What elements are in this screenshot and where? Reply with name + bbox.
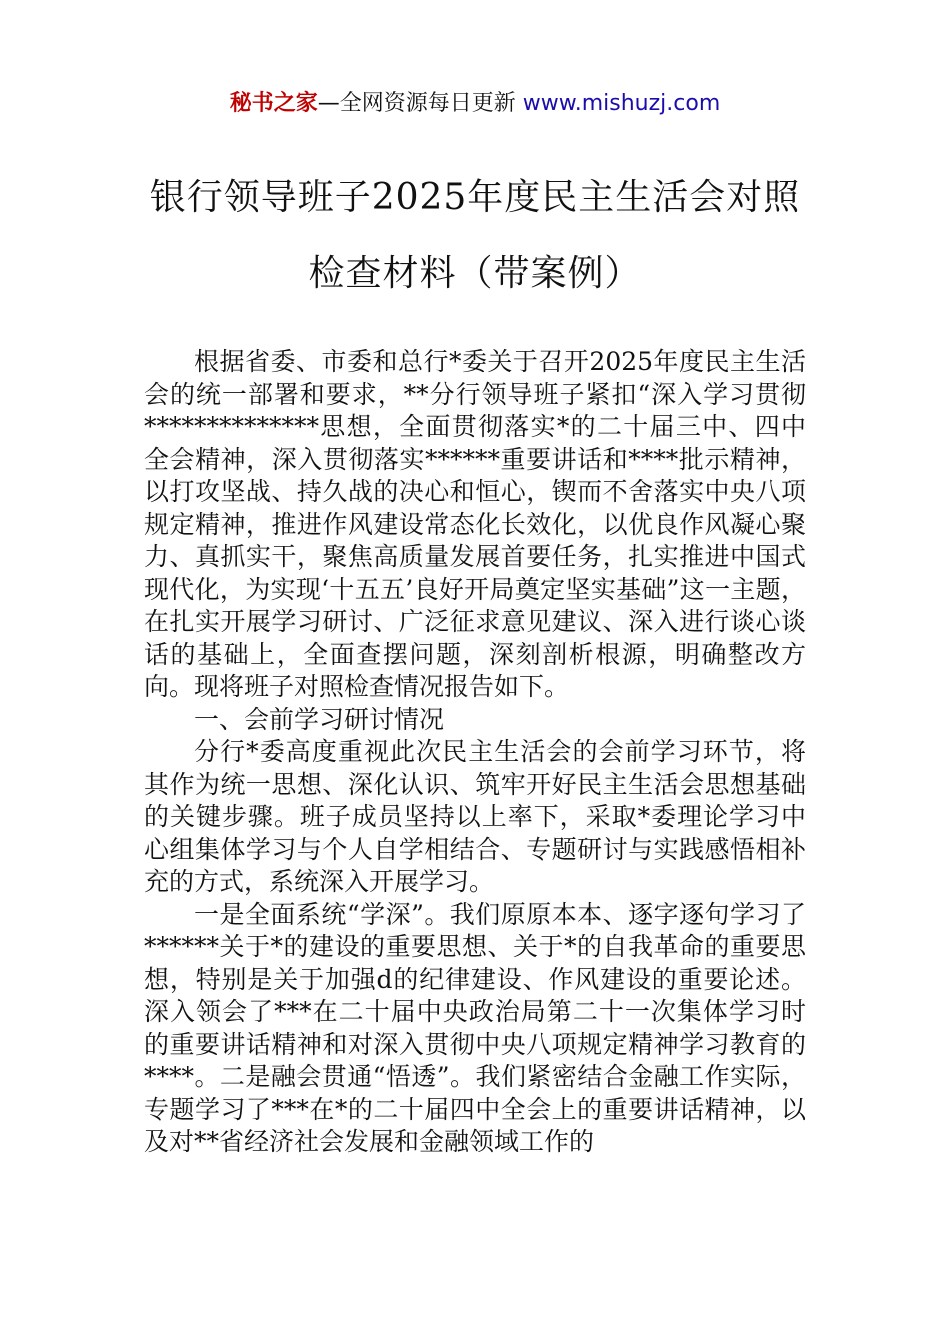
document-body: [144, 346, 806, 1159]
document-title-line-1: 银行领导班子2025年度民主生活会对照: [149, 177, 801, 218]
document-title: [60, 160, 890, 312]
site-url-link[interactable]: www.mishuzj.com: [522, 91, 721, 116]
site-banner: [0, 86, 950, 122]
section-heading-1: 一、会前学习研讨情况: [194, 704, 445, 734]
paragraph-study-details: 一是全面系统“学深”。我们原原本本、逐字逐句学习了******关于*的建设的重要思想、关于*的自我革命的重要思想，特别是关于加强d的纪律建设、作风建设的重要论述。深入领会了***在二十届中央政治局第二十一次集体学习时的重要讲话精神和对深入贯彻中央八项规定精神学习教育的****。二是融会贯通“悟透”。我们紧密结合金融工作实际，专题学习了***在*的二十届四中全会上的重要讲话精神，以及对**省经济社会发展和金融领域工作的: [144, 899, 806, 1156]
site-brand: 秘书之家: [229, 91, 318, 116]
document-title-line-2: 检查材料（带案例）: [308, 253, 642, 294]
paragraph-intro: 根据省委、市委和总行*委关于召开2025年度民主生活会的统一部署和要求，**分行领导班子紧扣“深入学习贯彻**************思想，全面贯彻落实*的二十届三中、四中全会精神，深入贯彻落实******重要讲话和****批示精神，以打攻坚战、持久战的决心和恒心，锲而不舍落实中央八项规定精神，推进作风建设常态化长效化，以优良作风凝心聚力、真抓实干，聚焦高质量发展首要任务，扎实推进中国式现代化，为实现‘十五五’良好开局奠定坚实基础”这一主题，在扎实开展学习研讨、广泛征求意见建议、深入进行谈心谈话的基础上，全面查摆问题，深刻剖析根源，明确整改方向。现将班子对照检查情况报告如下。: [144, 347, 806, 701]
site-tagline: —全网资源每日更新: [317, 91, 523, 116]
paragraph-study-overview: 分行*委高度重视此次民主生活会的会前学习环节，将其作为统一思想、深化认识、筑牢开好民主生活会思想基础的关键步骤。班子成员坚持以上率下，采取*委理论学习中心组集体学习与个人自学相结合、专题研讨与实践感悟相补充的方式，系统深入开展学习。: [144, 737, 806, 896]
